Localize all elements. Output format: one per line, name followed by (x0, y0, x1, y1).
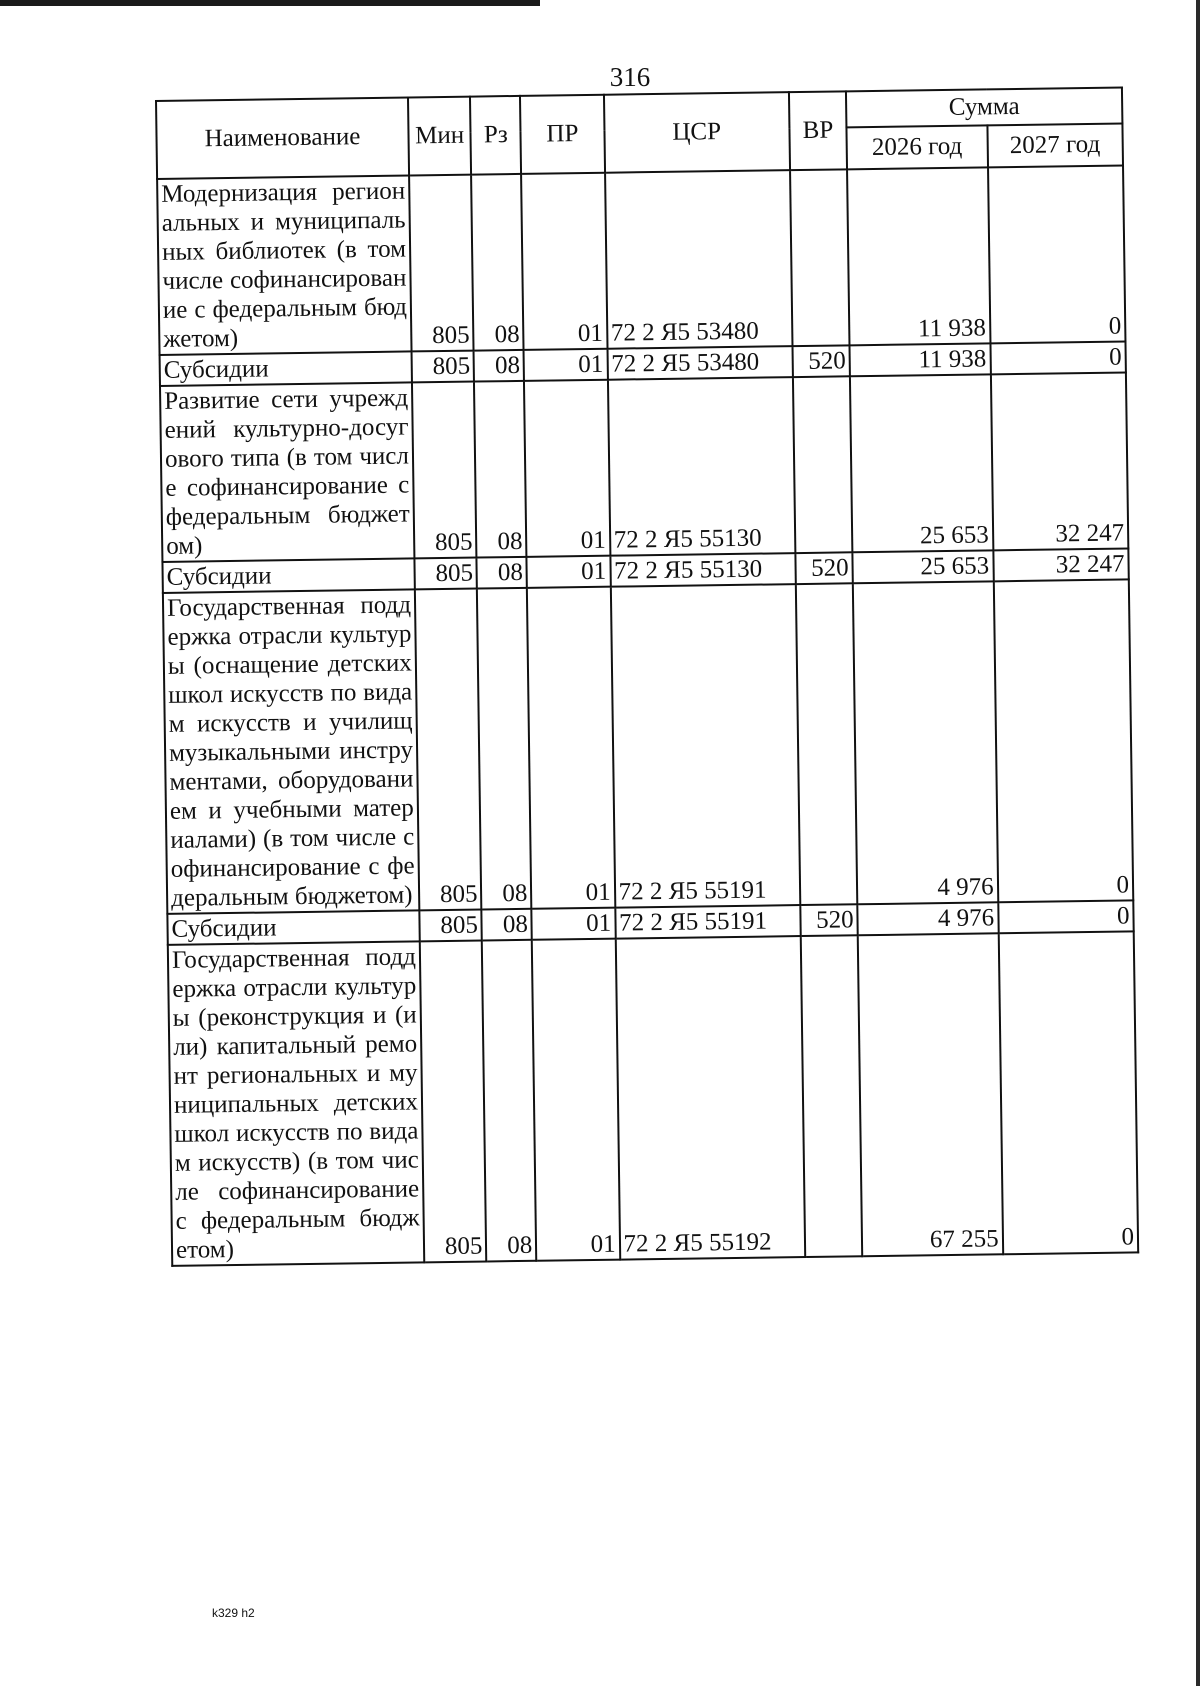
row-vr (796, 583, 858, 905)
budget-table-container (155, 86, 1139, 1266)
row-rz: 08 (471, 174, 523, 351)
table-row (160, 372, 1128, 561)
row-2027: 0 (993, 579, 1133, 902)
row-pr: 01 (527, 587, 615, 909)
header-2026: 2026 год (847, 125, 988, 169)
table-row (157, 165, 1125, 354)
row-csr: 72 2 Я5 53480 (605, 170, 793, 349)
row-min: 805 (411, 351, 474, 383)
row-name: Государственная поддержка отрасли культуры (оснащение детских школ искусств по видам искусств и училищ музыкальными инструментами, оборудованием и учебными материалами) (в том числе софинансирование с федеральным бюджетом) (163, 589, 419, 913)
row-rz: 08 (474, 350, 524, 382)
row-2027: 32 247 (991, 372, 1129, 550)
header-csr: ЦСР (604, 92, 790, 173)
row-rz: 08 (482, 940, 536, 1262)
row-2026: 25 653 (850, 374, 993, 552)
budget-table (155, 86, 1139, 1266)
row-pr: 01 (532, 939, 620, 1261)
header-pr: ПР (520, 95, 604, 174)
row-2026: 11 938 (847, 167, 990, 345)
row-2026: 4 976 (853, 581, 998, 904)
row-pr: 01 (521, 173, 607, 350)
row-2027: 0 (998, 900, 1134, 933)
row-pr: 01 (524, 380, 610, 557)
row-rz: 08 (477, 588, 531, 910)
row-vr: 520 (795, 552, 853, 584)
row-name: Государственная поддержка отрасли культуры (реконструкция и (или) капитальный ремонт региональных и муниципальных детских школ искусств по видам искусств) (в том числе софинансирование с федеральным бюджетом) (168, 941, 424, 1265)
header-vr: ВР (789, 91, 847, 170)
row-min: 805 (420, 941, 487, 1263)
row-2026: 25 653 (852, 550, 993, 583)
row-vr: 520 (792, 345, 850, 377)
header-2027: 2027 год (987, 123, 1123, 167)
page-number: 316 (609, 62, 651, 92)
footer-code: k329 h2 (212, 1606, 255, 1620)
row-2026: 11 938 (850, 343, 991, 376)
row-rz: 08 (482, 909, 532, 941)
header-rz: Рз (470, 96, 521, 175)
row-pr: 01 (527, 556, 611, 588)
row-csr: 72 2 Я5 55191 (615, 905, 801, 939)
row-2026: 67 255 (858, 933, 1003, 1256)
row-name: Субсидии (167, 910, 419, 945)
row-csr: 72 2 Я5 55130 (610, 553, 796, 587)
row-csr: 72 2 Я5 53480 (607, 346, 793, 380)
row-name: Развитие сети учреждений культурно-досугового типа (в том числе софинансирование с федеральным бюджетом) (160, 382, 414, 561)
row-2027: 0 (988, 165, 1126, 343)
row-2027: 32 247 (993, 548, 1129, 581)
row-min: 805 (414, 558, 477, 590)
row-name: Субсидии (160, 351, 412, 386)
row-vr (790, 169, 850, 346)
row-vr (801, 935, 863, 1257)
scan-edge-right (1196, 0, 1200, 1686)
row-min: 805 (419, 910, 482, 942)
row-2026: 4 976 (857, 902, 998, 935)
row-csr: 72 2 Я5 55191 (610, 584, 800, 908)
row-csr: 72 2 Я5 55192 (615, 936, 805, 1260)
row-name: Субсидии (162, 558, 414, 593)
row-vr: 520 (800, 904, 858, 936)
row-2027: 0 (998, 931, 1138, 1254)
row-pr: 01 (524, 349, 608, 381)
row-rz: 08 (477, 557, 527, 589)
header-name: Наименование (156, 97, 409, 179)
row-2027: 0 (990, 341, 1126, 374)
scan-edge-top (0, 0, 540, 6)
table-row (163, 579, 1133, 913)
header-sum: Сумма (846, 87, 1122, 127)
row-vr (793, 376, 853, 553)
row-csr: 72 2 Я5 55130 (608, 377, 796, 556)
row-min: 805 (412, 382, 477, 559)
header-min: Мин (408, 97, 472, 176)
row-rz: 08 (474, 381, 526, 558)
row-min: 805 (409, 175, 474, 352)
row-name: Модернизация региональных и муниципальных библиотек (в том числе софинансирование с федеральным бюджетом) (157, 175, 411, 354)
row-pr: 01 (532, 908, 616, 940)
table-row (168, 931, 1138, 1265)
row-min: 805 (415, 589, 482, 911)
